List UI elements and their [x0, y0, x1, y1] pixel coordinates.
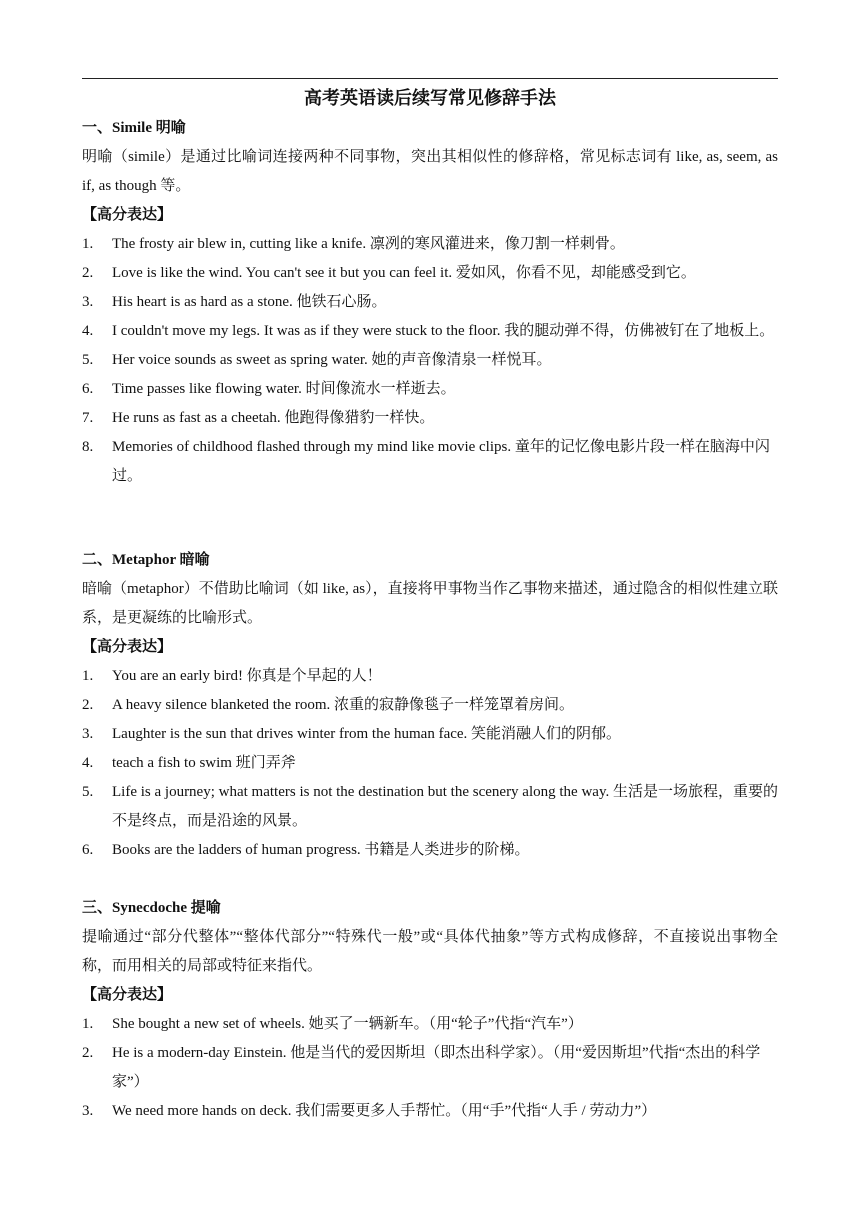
list-item [82, 1039, 778, 1097]
item-text: He runs as fast as a cheetah. 他跑得像猎豹一样快。 [112, 410, 435, 426]
item-number: 6. [82, 381, 94, 397]
section-label: 【高分表达】 [82, 639, 173, 655]
item-number: 3. [82, 294, 94, 310]
section-heading: 二、Metaphor 暗喻 [82, 552, 210, 568]
item-number: 1. [82, 236, 94, 252]
page-title: 高考英语读后续写常见修辞手法 [304, 88, 556, 109]
item-number: 8. [82, 439, 94, 455]
list-item [82, 317, 778, 346]
top-rule [82, 78, 778, 79]
item-number: 1. [82, 668, 94, 684]
item-number: 6. [82, 842, 94, 858]
list-item [82, 375, 778, 404]
list-item [82, 230, 778, 259]
item-number: 2. [82, 265, 94, 281]
item-text: Books are the ladders of human progress. 书籍是人类进步的阶梯。 [112, 842, 530, 858]
item-text: You are an early bird! 你真是个早起的人！ [112, 668, 382, 684]
item-text: He is a modern-day Einstein. 他是当代的爱因斯坦（即杰出科学家）。（用“爱因斯坦”代指“杰出的科学家”） [112, 1045, 761, 1090]
item-number: 5. [82, 784, 94, 800]
item-text: The frosty air blew in, cutting like a knife. 凛冽的寒风灌进来，像刀割一样刺骨。 [112, 236, 625, 252]
item-text: Time passes like flowing water. 时间像流水一样逝去。 [112, 381, 456, 397]
section-intro: 暗喻（metaphor）不借助比喻词（如 like, as），直接将甲事物当作乙事物来描述，通过隐含的相似性建立联系，是更凝练的比喻形式。 [82, 581, 778, 626]
item-number: 1. [82, 1016, 94, 1032]
list-item [82, 778, 778, 836]
list-item [82, 662, 778, 691]
item-text: teach a fish to swim 班门弄斧 [112, 755, 296, 771]
section-label: 【高分表达】 [82, 207, 173, 223]
item-text: We need more hands on deck. 我们需要更多人手帮忙。（用“手”代指“人手 / 劳动力”） [112, 1103, 657, 1119]
item-text: Love is like the wind. You can't see it but you can feel it. 爱如风，你看不见，却能感受到它。 [112, 265, 696, 281]
item-text: Her voice sounds as sweet as spring water. 她的声音像清泉一样悦耳。 [112, 352, 552, 368]
item-text: Memories of childhood flashed through my mind like movie clips. 童年的记忆像电影片段一样在脑海中闪过。 [112, 439, 770, 484]
section-intro: 明喻（simile）是通过比喻词连接两种不同事物，突出其相似性的修辞格，常见标志词有 like, as, seem, as if, as though 等。 [82, 149, 778, 194]
section-metaphor [82, 546, 778, 865]
item-text: I couldn't move my legs. It was as if they were stuck to the floor. 我的腿动弹不得，仿佛被钉在了地板上。 [112, 323, 775, 339]
item-text: A heavy silence blanketed the room. 浓重的寂静像毯子一样笼罩着房间。 [112, 697, 575, 713]
item-number: 4. [82, 755, 94, 771]
item-number: 2. [82, 697, 94, 713]
list-item [82, 433, 778, 491]
item-number: 2. [82, 1045, 94, 1061]
list-item [82, 346, 778, 375]
item-text: His heart is as hard as a stone. 他铁石心肠。 [112, 294, 387, 310]
item-text: Life is a journey; what matters is not the destination but the scenery along the way. 生活是一场旅程，重要的不是终点，而是沿途的风景。 [112, 784, 778, 829]
list-item [82, 259, 778, 288]
item-number: 3. [82, 1103, 94, 1119]
item-number: 5. [82, 352, 94, 368]
list-item [82, 288, 778, 317]
section-heading: 一、Simile 明喻 [82, 120, 186, 136]
list-item [82, 691, 778, 720]
item-number: 7. [82, 410, 94, 426]
section-label: 【高分表达】 [82, 987, 173, 1003]
section-heading: 三、Synecdoche 提喻 [82, 900, 221, 916]
item-text: Laughter is the sun that drives winter from the human face. 笑能消融人们的阴郁。 [112, 726, 622, 742]
list-item [82, 836, 778, 865]
section-intro: 提喻通过“部分代整体”“整体代部分”“特殊代一般”或“具体代抽象”等方式构成修辞，不直接说出事物全称，而用相关的局部或特征来指代。 [82, 929, 778, 974]
list-item [82, 1097, 778, 1126]
section-synecdoche [82, 894, 778, 1126]
item-text: She bought a new set of wheels. 她买了一辆新车。（用“轮子”代指“汽车”） [112, 1016, 583, 1032]
section-simile [82, 114, 778, 491]
list-item [82, 720, 778, 749]
item-number: 3. [82, 726, 94, 742]
list-item [82, 1010, 778, 1039]
item-number: 4. [82, 323, 94, 339]
list-item [82, 749, 778, 778]
list-item [82, 404, 778, 433]
